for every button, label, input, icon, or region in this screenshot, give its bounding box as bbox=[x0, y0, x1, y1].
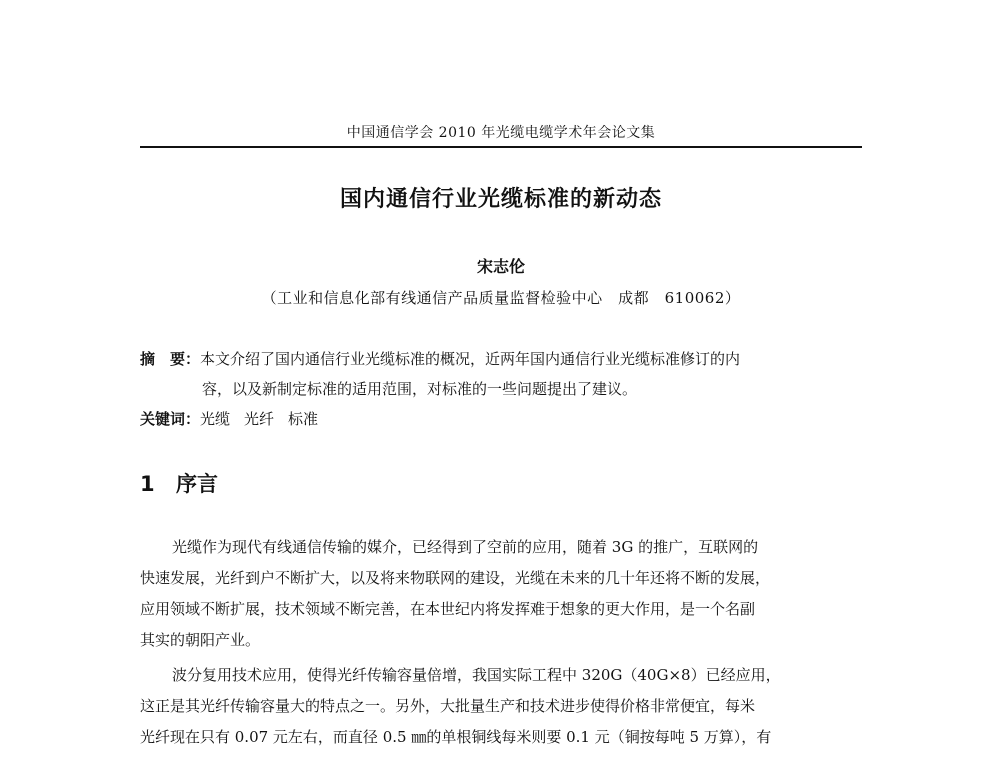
keyword: 光缆 bbox=[200, 410, 231, 428]
abstract-line-1 bbox=[140, 344, 862, 374]
author-affiliation: （工业和信息化部有线通信产品质量监督检验中心 成都 610062） bbox=[261, 289, 741, 307]
keywords-label: 关键词： bbox=[140, 410, 201, 428]
paragraph-line: 快速发展，光纤到户不断扩大，以及将来物联网的建设，光缆在未来的几十年还将不断的发展， bbox=[140, 569, 771, 587]
paragraph-line: 应用领域不断扩展，技术领域不断完善，在本世纪内将发挥难于想象的更大作用，是一个名副 bbox=[140, 600, 756, 618]
paragraph-line: 波分复用技术应用，使得光纤传输容量倍增，我国实际工程中 320G（40G×8）已经应用， bbox=[172, 666, 781, 684]
abstract-text-2: 容，以及新制定标准的适用范围，对标准的一些问题提出了建议。 bbox=[202, 380, 638, 398]
abstract bbox=[140, 344, 862, 404]
keyword: 光纤 bbox=[244, 410, 275, 428]
paragraph-line: 其实的朝阳产业。 bbox=[140, 631, 261, 649]
paragraph-line: 光纤现在只有 0.07 元左右，而直径 0.5 ㎜的单根铜线每米则要 0.1 元（铜按每吨 5 万算），有 bbox=[140, 728, 772, 746]
keyword: 标准 bbox=[288, 410, 319, 428]
header-rule bbox=[140, 146, 862, 148]
section-title: 序言 bbox=[176, 472, 218, 496]
paragraph-line: 光缆作为现代有线通信传输的媒介，已经得到了空前的应用，随着 3G 的推广，互联网的 bbox=[172, 538, 759, 556]
section-number: 1 bbox=[140, 472, 155, 496]
section-heading bbox=[140, 468, 218, 498]
paper-title: 国内通信行业光缆标准的新动态 bbox=[339, 187, 662, 212]
abstract-text-1: 本文介绍了国内通信行业光缆标准的概况，近两年国内通信行业光缆标准修订的内 bbox=[200, 350, 741, 368]
running-header: 中国通信学会 2010 年光缆电缆学术年会论文集 bbox=[346, 125, 656, 141]
body-text bbox=[140, 532, 862, 753]
abstract-label: 摘 要： bbox=[140, 350, 201, 368]
keywords bbox=[140, 404, 862, 434]
paragraph-line: 这正是其光纤传输容量大的特点之一。另外，大批量生产和技术进步使得价格非常便宜，每米 bbox=[140, 697, 756, 715]
author-name: 宋志伦 bbox=[476, 257, 525, 276]
